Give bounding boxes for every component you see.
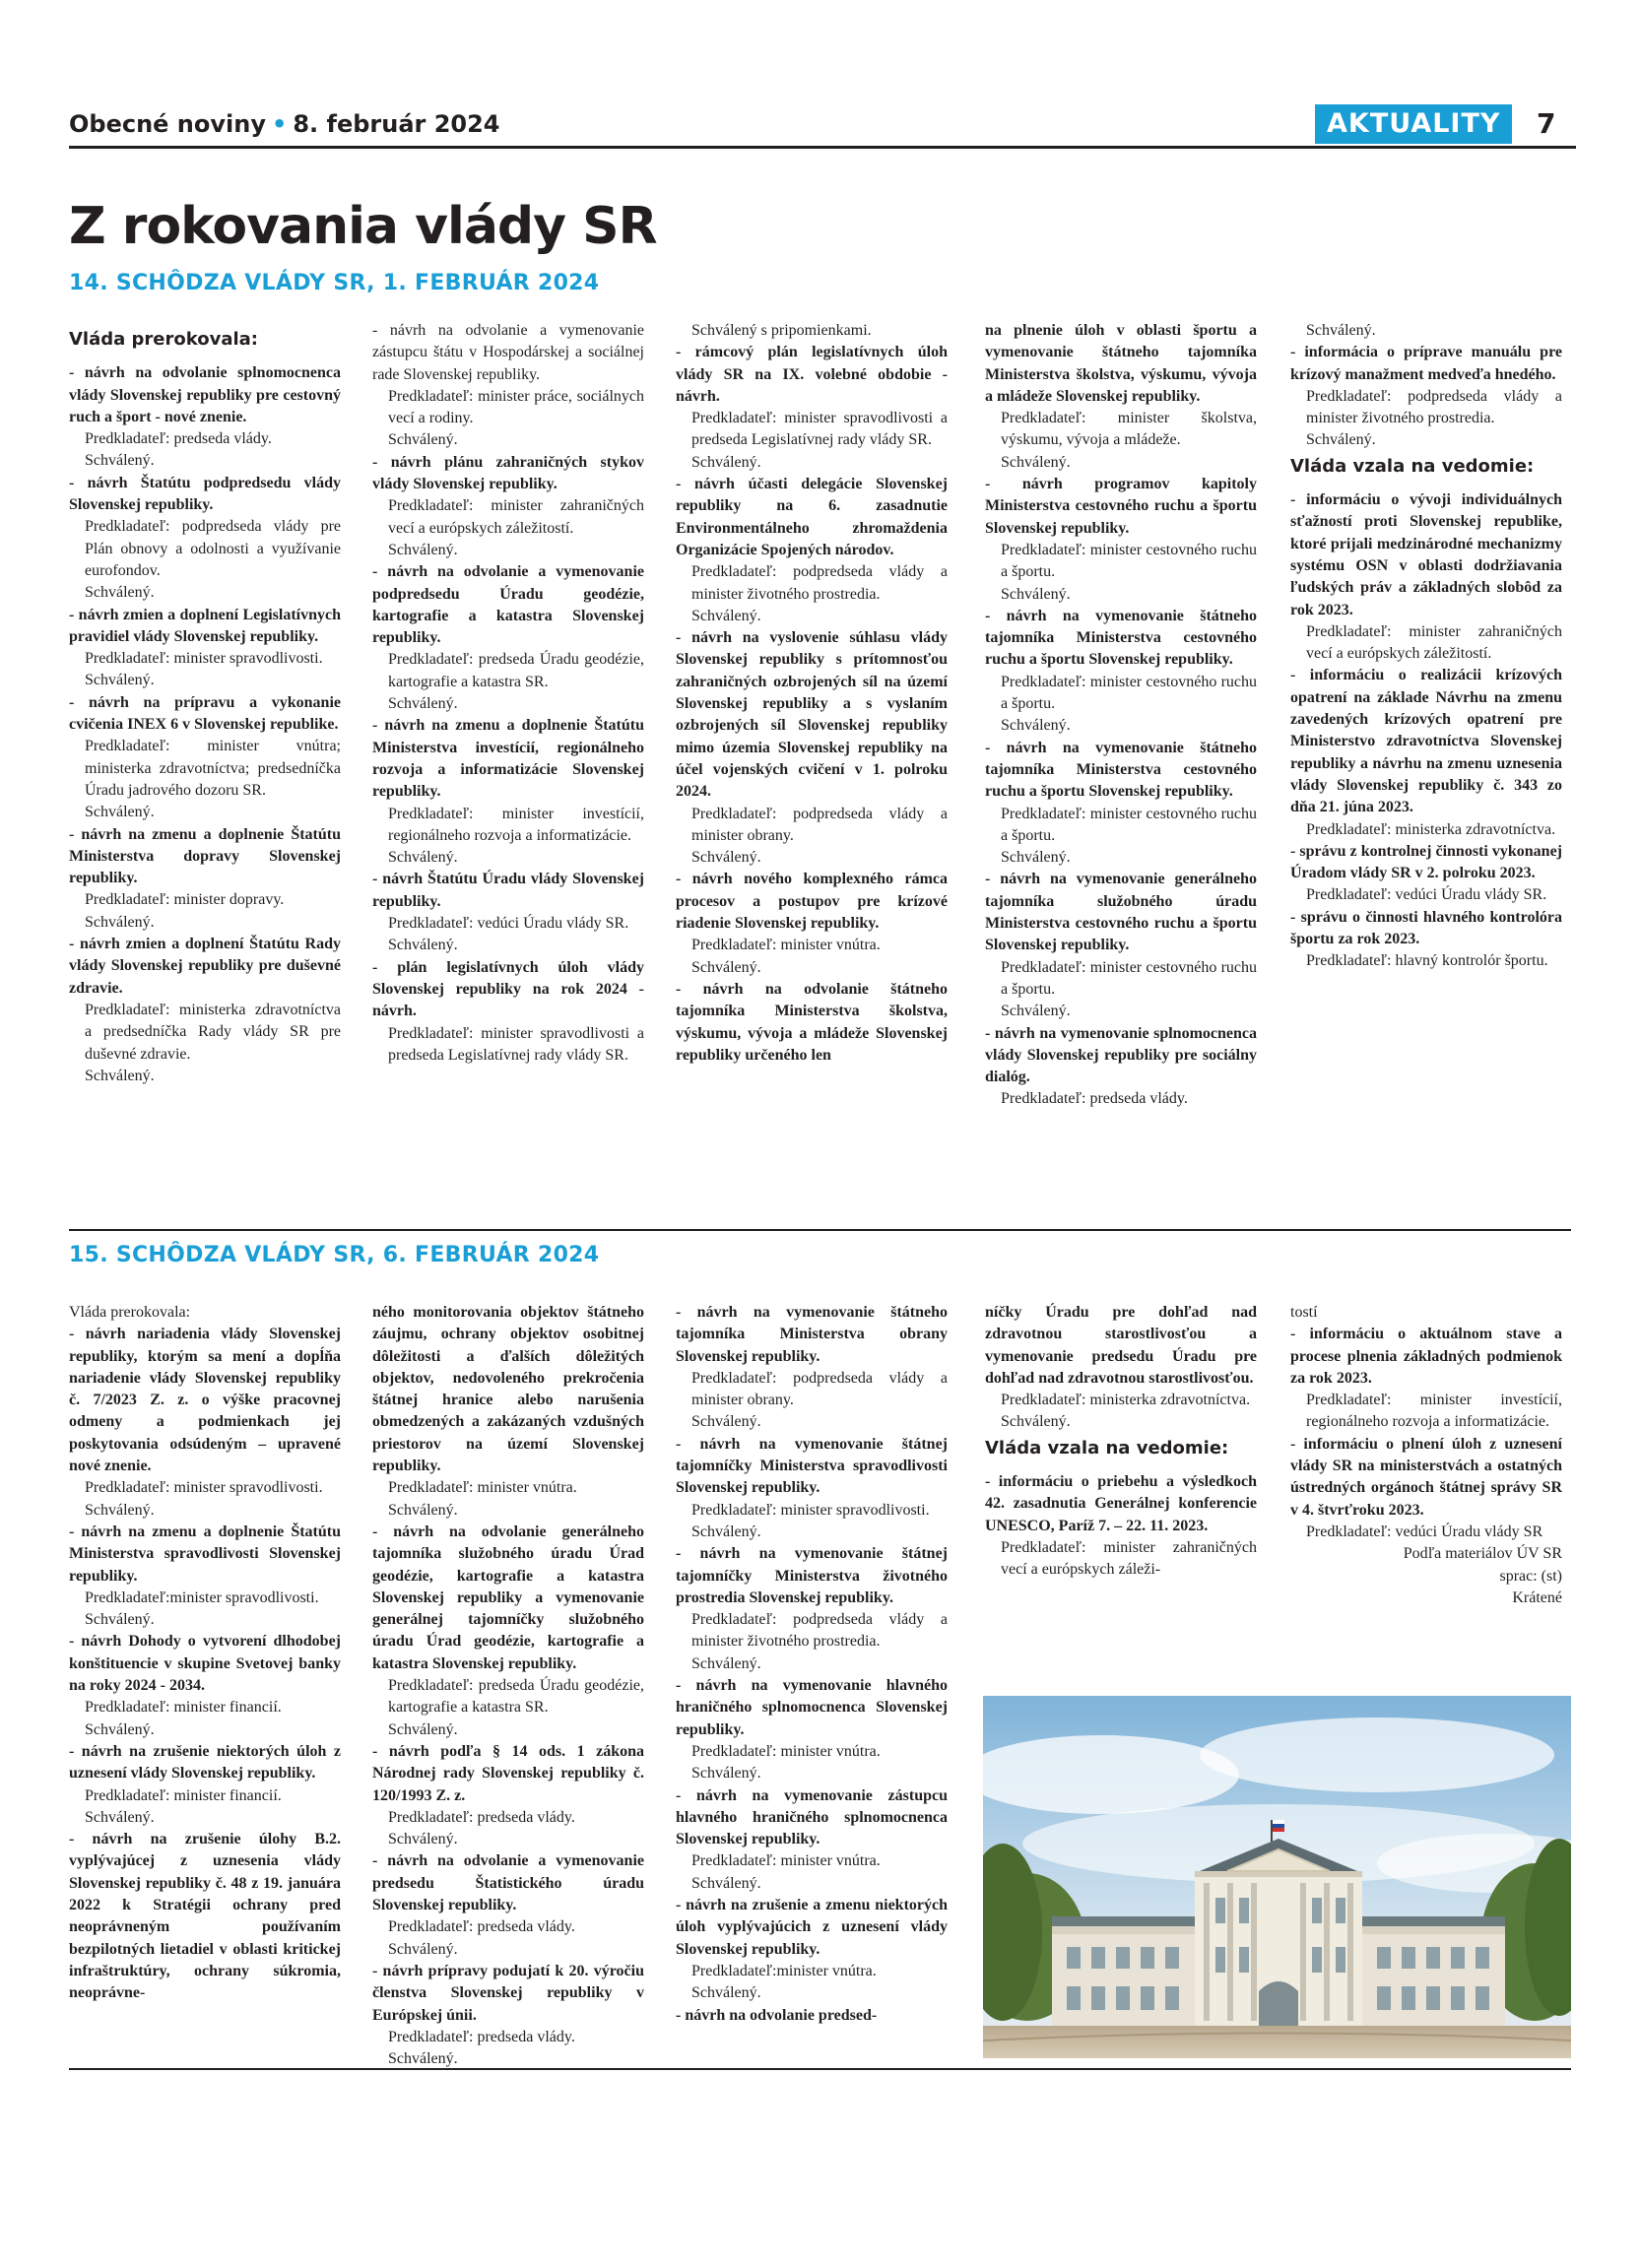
- paragraph: Predkladateľ: minister spravodlivosti.: [85, 1479, 323, 1497]
- paragraph: - návrh na vymenovanie štátneho tajomníka Ministerstva obrany Slovenskej republiky.: [676, 1304, 948, 1365]
- paragraph: Predkladateľ: minister spravodlivosti a predseda Legislatívnej rady vlády SR.: [691, 410, 948, 449]
- paragraph: Schválený.: [691, 1984, 761, 2002]
- section-1-column-5: [1290, 320, 1562, 973]
- paragraph: Schválený.: [388, 1720, 458, 1738]
- paragraph: Predkladateľ: minister financií.: [85, 1786, 282, 1804]
- paragraph: Schválený.: [85, 672, 155, 689]
- paragraph: na plnenie úloh v oblasti športu a vymenovanie štátneho tajomníka Ministerstva školstva, výskumu, vývoja a mládeže Slovenskej republiky.: [985, 322, 1257, 405]
- paragraph: Predkladateľ: minister zahraničných vecí a európskych záležitostí.: [388, 497, 644, 537]
- paragraph: Schválený.: [85, 452, 155, 470]
- section-heading-14: 14. SCHÔDZA VLÁDY SR, 1. FEBRUÁR 2024: [69, 271, 600, 295]
- paragraph: tostí: [1290, 1304, 1318, 1321]
- government-palace-photo: [983, 1696, 1571, 2058]
- paragraph: Predkladateľ: predseda Úradu geodézie, kartografie a katastra SR.: [388, 651, 644, 690]
- paragraph: Predkladateľ: minister dopravy.: [85, 891, 285, 909]
- paragraph: - návrh na vymenovanie štátneho tajomníka Ministerstva cestovného ruchu a športu Slovenskej republiky.: [985, 607, 1257, 669]
- paragraph: - informáciu o plnení úloh z uznesení vlády SR na ministerstvách a ostatných ústredných orgánoch štátnej správy SR v 4. štvrťroku 2023.: [1290, 1435, 1562, 1519]
- paragraph: - návrh Štatútu podpredsedu vlády Slovenskej republiky.: [69, 474, 341, 514]
- paragraph: Schválený.: [388, 849, 458, 867]
- paragraph: - návrh nového komplexného rámca procesov a postupov pre krízové riadenie Slovenskej republiky.: [676, 871, 948, 933]
- page-header: [69, 107, 1576, 150]
- paragraph: Predkladateľ: minister spravodlivosti.: [85, 650, 323, 668]
- paragraph: - návrh na vymenovanie splnomocnenca vlády Slovenskej republiky pre sociálny dialóg.: [985, 1024, 1257, 1086]
- section-2-column-5: [1290, 1302, 1562, 1609]
- paragraph: - návrh účasti delegácie Slovenskej republiky na 6. zasadnutie Environmentálneho zhromaždenia Organizácie Spojených národov.: [676, 476, 948, 558]
- paragraph: - návrh na odvolanie a vymenovanie podpredsedu Úradu geodézie, kartografie a katastra Slovenskej republiky.: [372, 563, 644, 647]
- paragraph: - návrh zmien a doplnení Legislatívnych pravidiel vlády Slovenskej republiky.: [69, 606, 341, 645]
- paragraph: Schválený.: [1001, 1003, 1071, 1020]
- paragraph: níčky Úradu pre dohľad nad zdravotnou starostlivosťou a vymenovanie predsedu Úradu pre dohľad nad zdravotnou starostlivosťou.: [985, 1304, 1257, 1387]
- paragraph: Predkladateľ: predseda vlády.: [388, 1808, 575, 1826]
- section-badge: AKTUALITY: [1315, 104, 1512, 144]
- paragraph: Vláda prerokovala:: [69, 1304, 191, 1321]
- paragraph: - návrh na zrušenie úlohy B.2. vyplývajúcej z uznesenia vlády Slovenskej republiky č. 48 z 19. januára 2022 k Stratégii ochrany pred neoprávneným používaním bezpilotných lietadiel v oblasti kritickej infraštruktúry, ochrany súkromia, neoprávne-: [69, 1831, 341, 2002]
- paragraph: Schválený.: [85, 584, 155, 602]
- paragraph: - rámcový plán legislatívnych úloh vlády SR na IX. volebné obdobie - návrh.: [676, 344, 948, 405]
- paragraph: Predkladateľ: vedúci Úradu vlády SR: [1306, 1523, 1543, 1540]
- paragraph: Predkladateľ: minister školstva, výskumu, vývoja a mládeže.: [1001, 410, 1257, 449]
- paragraph: - plán legislatívnych úloh vlády Slovenskej republiky na rok 2024 - návrh.: [372, 958, 644, 1020]
- paragraph: Predkladateľ: predseda vlády.: [85, 430, 272, 448]
- paragraph: Predkladateľ: ministerka zdravotníctva.: [1306, 820, 1556, 838]
- paragraph: Schválený s pripomienkami.: [691, 322, 872, 339]
- paragraph: Predkladateľ: minister vnútra.: [388, 1479, 577, 1497]
- paragraph: Schválený.: [388, 2050, 458, 2068]
- paragraph: - návrh plánu zahraničných stykov vlády Slovenskej republiky.: [372, 453, 644, 493]
- paragraph: - návrh nariadenia vlády Slovenskej republiky, ktorým sa mení a dopĺňa nariadenie vlády Slovenskej republiky č. 7/2023 Z. z. o výške pracovnej odmeny a podmienkach jej poskytovania odsúdeným – upravené nové znenie.: [69, 1326, 341, 1475]
- paragraph: Schválený.: [85, 1501, 155, 1519]
- paragraph: Schválený.: [691, 453, 761, 471]
- section-2-column-3: [676, 1302, 948, 2027]
- paragraph: - informáciu o vývoji individuálnych sťažností proti Slovenskej republike, ktoré prijali medzinárodné mechanizmy systému OSN v oblasti dodržiavania ľudských práv a základných slobôd za rok 2023.: [1290, 491, 1562, 618]
- paragraph: Predkladateľ: minister zahraničných vecí a európskych záleži-: [1001, 1538, 1257, 1579]
- paragraph: Krátené: [1512, 1588, 1562, 1606]
- paragraph: - návrh na odvolanie predsed-: [676, 2006, 878, 2024]
- section-2-column-2: [372, 1302, 644, 2070]
- paragraph: Schválený.: [85, 1720, 155, 1738]
- paragraph: Predkladateľ: minister cestovného ruchu a športu.: [1001, 805, 1257, 844]
- paragraph: Schválený.: [691, 1413, 761, 1431]
- paragraph: Schválený.: [388, 431, 458, 449]
- paragraph: Predkladateľ: minister investícií, regionálneho rozvoja a informatizácie.: [1306, 1392, 1562, 1431]
- paragraph: - návrh prípravy podujatí k 20. výročiu členstva Slovenskej republiky v Európskej únii.: [372, 1962, 644, 2024]
- paragraph: Predkladateľ: predseda vlády.: [388, 1918, 575, 1936]
- paragraph: Schválený.: [85, 1808, 155, 1826]
- paragraph: - návrh na vymenovanie štátnej tajomníčky Ministerstva životného prostredia Slovenskej republiky.: [676, 1545, 948, 1606]
- section-1-column-2: [372, 320, 644, 1067]
- paragraph: - návrh na zmenu a doplnenie Štatútu Ministerstva investícií, regionálneho rozvoja a informatizácie Slovenskej republiky.: [372, 717, 644, 801]
- paragraph: Predkladateľ: minister vnútra; ministerka zdravotníctva; predsedníčka Úradu jadrového dozoru SR.: [85, 738, 341, 799]
- paragraph: Predkladateľ: minister spravodlivosti a predseda Legislatívnej rady vlády SR.: [388, 1024, 644, 1064]
- paragraph: Predkladateľ: minister financií.: [85, 1699, 282, 1717]
- paragraph: Podľa materiálov ÚV SR: [1403, 1545, 1562, 1563]
- paragraph: Schválený.: [1001, 585, 1071, 603]
- paragraph: Predkladateľ: minister spravodlivosti.: [691, 1501, 930, 1519]
- paragraph: Predkladateľ: ministerka zdravotníctva.: [1001, 1392, 1251, 1409]
- paragraph: Schválený.: [1306, 322, 1376, 339]
- section-1-column-1: [69, 325, 341, 1087]
- paragraph: - návrh na vyslovenie súhlasu vlády Slovenskej republiky s prítomnosťou zahraničných ozbrojených síl na území Slovenskej republiky a s vyslaním ozbrojených síl Slovenskej republiky mimo územia Slovenskej republiky na účel vojenských cvičení v 1. polroku 2024.: [676, 629, 948, 801]
- paragraph: - informáciu o realizácii krízových opatrení na základe Návrhu na zmenu zavedených krízových opatrení pre Ministerstvo zdravotníctva Slovenskej republiky a návrhu na zmenu uznesenia vlády Slovenskej republiky č. 343 zo dňa 21. júna 2023.: [1290, 667, 1562, 816]
- paragraph: - návrh na odvolanie generálneho tajomníka služobného úradu Úrad geodézie, kartografie a katastra Slovenskej republiky a vymenovanie generálnej tajomníčky služobného úradu Úrad geodézie, kartografie a katastra Slovenskej republiky.: [372, 1523, 644, 1672]
- paragraph: - návrh na prípravu a vykonanie cvičenia INEX 6 v Slovenskej republike.: [69, 693, 341, 734]
- paragraph: Predkladateľ: minister investícií, regionálneho rozvoja a informatizácie.: [388, 805, 644, 844]
- paragraph: Predkladateľ: minister vnútra.: [691, 937, 881, 954]
- paragraph: - návrh podľa § 14 ods. 1 zákona Národnej rady Slovenskej republiky č. 120/1993 Z. z.: [372, 1742, 644, 1804]
- paragraph: Schválený.: [388, 1831, 458, 1848]
- paragraph: Predkladateľ: podpredseda vlády a minister obrany.: [691, 805, 948, 844]
- paragraph: Schválený.: [1001, 453, 1071, 471]
- paragraph: Schválený.: [388, 695, 458, 713]
- section-2-column-1: [69, 1302, 341, 2005]
- masthead: [69, 110, 500, 138]
- header-rule: [69, 146, 1576, 149]
- paragraph: - návrh na odvolanie a vymenovanie zástupcu štátu v Hospodárskej a sociálnej rade Slovenskej republiky.: [372, 322, 644, 383]
- paragraph: Predkladateľ: hlavný kontrolór športu.: [1306, 952, 1548, 970]
- paragraph: Schválený.: [1306, 431, 1376, 449]
- paper-name: Obecné noviny: [69, 110, 266, 138]
- paragraph: - návrh na vymenovanie zástupcu hlavného hraničného splnomocnenca Slovenskej republiky.: [676, 1786, 948, 1848]
- section-heading-15: 15. SCHÔDZA VLÁDY SR, 6. FEBRUÁR 2024: [69, 1243, 600, 1267]
- paragraph: Schválený.: [1001, 849, 1071, 867]
- paragraph: Predkladateľ:minister vnútra.: [691, 1962, 877, 1979]
- paragraph: Schválený.: [388, 541, 458, 558]
- paragraph: Schválený.: [691, 1654, 761, 1672]
- paragraph: Predkladateľ: predseda vlády.: [388, 2028, 575, 2045]
- section-divider: [69, 1229, 1571, 1231]
- paragraph: Predkladateľ: minister zahraničných vecí a európskych záležitostí.: [1306, 622, 1562, 663]
- paragraph: - návrh na vymenovanie generálneho tajomníka služobného úradu Ministerstva cestovného ruchu a športu Slovenskej republiky.: [985, 871, 1257, 954]
- paragraph: Predkladateľ: vedúci Úradu vlády SR.: [388, 915, 629, 933]
- paragraph: Schválený.: [85, 1611, 155, 1629]
- paragraph: Predkladateľ: ministerka zdravotníctva a predsedníčka Rady vlády SR pre duševné zdravie.: [85, 1001, 341, 1063]
- paragraph: Schválený.: [691, 1765, 761, 1782]
- paragraph: Schválený.: [691, 607, 761, 624]
- paragraph: Predkladateľ: podpredseda vlády pre Plán obnovy a odolnosti a využívanie eurofondov.: [85, 518, 341, 579]
- paragraph: - návrh na zmenu a doplnenie Štatútu Ministerstva spravodlivosti Slovenskej republiky.: [69, 1523, 341, 1585]
- paragraph: Schválený.: [691, 958, 761, 976]
- paragraph: Schválený.: [388, 1940, 458, 1958]
- paragraph: Schválený.: [691, 1874, 761, 1892]
- section-2-column-4: [985, 1302, 1257, 1582]
- paragraph: - návrh Dohody o vytvorení dlhodobej konštituencie v skupine Svetovej banky na roky 2024 - 2034.: [69, 1633, 341, 1695]
- issue-date: 8. február 2024: [293, 110, 500, 138]
- article-title: Z rokovania vlády SR: [69, 197, 657, 256]
- paragraph: Schválený.: [691, 1523, 761, 1540]
- paragraph: Predkladateľ: minister vnútra.: [691, 1852, 881, 1870]
- paragraph: Schválený.: [388, 937, 458, 954]
- page-number: 7: [1537, 107, 1556, 140]
- paragraph: Schválený.: [1001, 1413, 1071, 1431]
- paragraph: - návrh na vymenovanie štátnej tajomníčky Ministerstva spravodlivosti Slovenskej republiky.: [676, 1435, 948, 1497]
- subheading: Vláda prerokovala:: [69, 329, 259, 350]
- subheading: Vláda vzala na vedomie:: [985, 1437, 1229, 1458]
- paragraph: Schválený.: [691, 849, 761, 867]
- paragraph: - návrh na vymenovanie hlavného hraničného splnomocnenca Slovenskej republiky.: [676, 1677, 948, 1738]
- bottom-rule: [69, 2068, 1571, 2070]
- paragraph: - návrh na odvolanie štátneho tajomníka Ministerstva školstva, výskumu, vývoja a mládeže Slovenskej republiky určeného len: [676, 980, 948, 1064]
- paragraph: - návrh na zrušenie a zmenu niektorých úloh vyplývajúcich z uznesení vlády Slovenskej republiky.: [676, 1897, 948, 1958]
- paragraph: Predkladateľ: podpredseda vlády a minister životného prostredia.: [1306, 387, 1562, 427]
- paragraph: Predkladateľ: podpredseda vlády a minister životného prostredia.: [691, 563, 948, 603]
- section-1-column-4: [985, 320, 1257, 1111]
- paragraph: Predkladateľ: predseda Úradu geodézie, kartografie a katastra SR.: [388, 1677, 644, 1717]
- paragraph: Schválený.: [1001, 717, 1071, 735]
- paragraph: - správu z kontrolnej činnosti vykonanej Úradom vlády SR v 2. polroku 2023.: [1290, 842, 1562, 882]
- paragraph: - informácia o príprave manuálu pre krízový manažment medveďa hnedého.: [1290, 344, 1562, 383]
- paragraph: - informáciu o priebehu a výsledkoch 42. zasadnutia Generálnej konferencie UNESCO, Paríž 7. – 22. 11. 2023.: [985, 1473, 1257, 1534]
- paragraph: sprac: (st): [1499, 1567, 1562, 1585]
- paragraph: - návrh na odvolanie a vymenovanie predsedu Štatistického úradu Slovenskej republiky.: [372, 1852, 644, 1914]
- paragraph: Predkladateľ: minister cestovného ruchu a športu.: [1001, 541, 1257, 581]
- paragraph: - informáciu o aktuálnom stave a procese plnenia základných podmienok za rok 2023.: [1290, 1326, 1562, 1387]
- paragraph: Schválený.: [85, 1067, 155, 1084]
- subheading: Vláda vzala na vedomie:: [1290, 455, 1535, 477]
- paragraph: - návrh programov kapitoly Ministerstva cestovného ruchu a športu Slovenskej republiky.: [985, 476, 1257, 537]
- paragraph: Predkladateľ: predseda vlády.: [1001, 1090, 1188, 1108]
- paragraph: - návrh na vymenovanie štátneho tajomníka Ministerstva cestovného ruchu a športu Slovenskej republiky.: [985, 739, 1257, 801]
- paragraph: Schválený.: [85, 913, 155, 931]
- paragraph: - návrh na odvolanie splnomocnenca vlády Slovenskej republiky pre cestovný ruch a šport - nové znenie.: [69, 364, 341, 425]
- paragraph: - návrh na zrušenie niektorých úloh z uznesení vlády Slovenskej republiky.: [69, 1742, 341, 1782]
- paragraph: Predkladateľ: minister vnútra.: [691, 1742, 881, 1760]
- paragraph: Schválený.: [85, 804, 155, 821]
- paragraph: - správu o činnosti hlavného kontrolóra športu za rok 2023.: [1290, 908, 1562, 948]
- paragraph: - návrh na zmenu a doplnenie Štatútu Ministerstva dopravy Slovenskej republiky.: [69, 825, 341, 887]
- separator-dot: •: [271, 110, 288, 138]
- paragraph: Schválený.: [388, 1501, 458, 1519]
- paragraph: Predkladateľ: podpredseda vlády a minister obrany.: [691, 1369, 948, 1409]
- paragraph: Predkladateľ: podpredseda vlády a minister životného prostredia.: [691, 1611, 948, 1651]
- paragraph: ného monitorovania objektov štátneho záujmu, ochrany objektov osobitnej dôležitosti a ďalších dôležitých objektov, nedovoleného prekročenia štátnej hranice alebo narušenia obmedzených a zakázaných vzdušných priestorov na území Slovenskej republiky.: [372, 1304, 644, 1475]
- paragraph: - návrh Štatútu Úradu vlády Slovenskej republiky.: [372, 871, 644, 910]
- paragraph: Predkladateľ: minister cestovného ruchu a športu.: [1001, 958, 1257, 998]
- section-1-column-3: [676, 320, 948, 1067]
- paragraph: Predkladateľ: vedúci Úradu vlády SR.: [1306, 886, 1547, 904]
- paragraph: - návrh zmien a doplnení Štatútu Rady vlády Slovenskej republiky pre duševné zdravie.: [69, 936, 341, 997]
- paragraph: Predkladateľ: minister práce, sociálnych vecí a rodiny.: [388, 387, 644, 427]
- paragraph: Predkladateľ: minister cestovného ruchu a športu.: [1001, 673, 1257, 713]
- paragraph: Predkladateľ:minister spravodlivosti.: [85, 1588, 319, 1606]
